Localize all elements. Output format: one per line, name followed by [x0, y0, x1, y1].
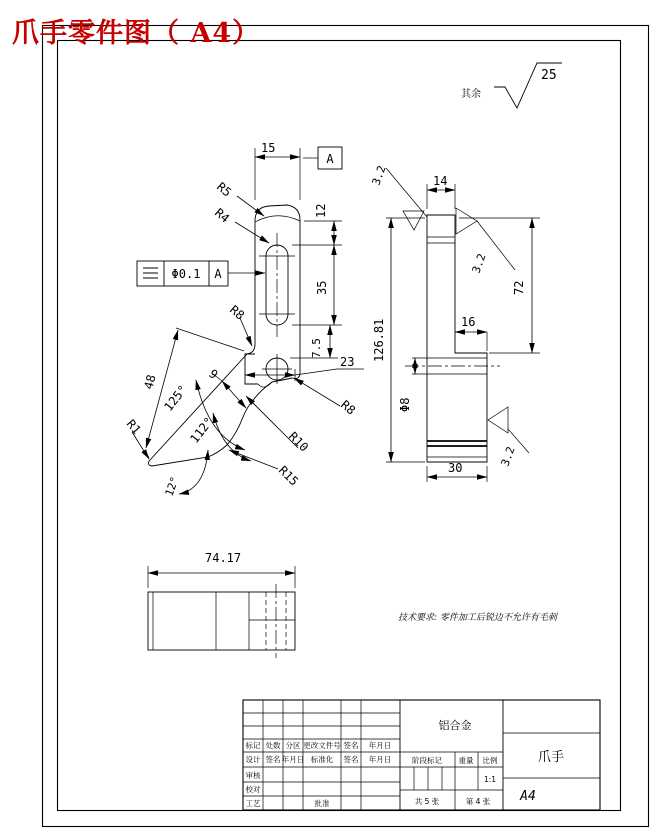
dim-72: 72	[512, 280, 526, 295]
tb-qianming3: 签名	[343, 755, 359, 764]
tb-chushu: 处数	[265, 741, 281, 750]
drawing-title: 爪手零件图（ A4）	[12, 18, 261, 49]
tb-riqi: 年月日	[368, 741, 392, 750]
dim-48: 48	[141, 373, 159, 391]
dim-14: 14	[433, 174, 448, 188]
tb-gongyi: 工艺	[245, 799, 261, 808]
dim-angle-12: 12°	[162, 474, 182, 499]
tb-zhongliang: 重量	[458, 756, 474, 765]
tb-pizhun: 批准	[314, 799, 330, 808]
roughness-right-lower-value: 3.2	[498, 444, 518, 469]
roughness-value: 25	[541, 68, 557, 83]
dim-30: 30	[448, 461, 463, 475]
datum-a-flag: A	[326, 152, 334, 166]
tb-riqi2: 年月日	[281, 755, 305, 764]
roughness-right-upper-value: 3.2	[469, 251, 489, 276]
tb-material: 铝合金	[438, 719, 472, 732]
radius-r8-bottom: R8	[338, 397, 359, 418]
fcf-datum: A	[214, 267, 222, 281]
radius-r4: R4	[212, 205, 233, 226]
dim-35: 35	[315, 280, 329, 295]
radius-r8-top: R8	[227, 302, 248, 323]
technical-note: 技术要求: 零件加工后锐边不允许有毛刺	[398, 613, 557, 623]
roughness-left-value: 3.2	[369, 163, 389, 188]
tb-qianming2: 签名	[265, 755, 281, 764]
radius-r10: R10	[285, 429, 312, 455]
dim-9: 9	[206, 366, 221, 382]
roughness-mark-right-lower	[488, 407, 529, 468]
dim-126-81: 126.81	[372, 318, 386, 362]
tb-sheet-size: A4	[520, 789, 536, 804]
tb-biaozhunhua: 标准化	[310, 755, 334, 764]
dim-phi8: Φ8	[398, 397, 412, 412]
general-roughness-note	[461, 63, 562, 108]
tb-jiaodui: 校对	[245, 785, 261, 794]
tb-sheet-no: 第 4 张	[465, 797, 491, 806]
tb-biaoji: 标记	[245, 741, 261, 750]
tb-jieduan: 阶段标记	[412, 756, 442, 765]
symmetry-symbol-icon	[143, 268, 158, 278]
radius-r5: R5	[214, 179, 235, 200]
tb-genggai: 更改文件号	[303, 741, 341, 750]
tb-scale-value: 1:1	[483, 775, 497, 784]
feature-control-frame	[137, 261, 265, 286]
tb-sheet-total: 共 5 张	[414, 797, 440, 806]
tb-bili: 比例	[482, 756, 498, 765]
fcf-tolerance: Φ0.1	[171, 267, 201, 281]
tb-part-name: 爪手	[537, 750, 565, 765]
roughness-mark-left	[370, 164, 427, 230]
dim-23: 23	[340, 355, 355, 369]
tb-qianming: 签名	[343, 741, 359, 750]
dim-16: 16	[461, 315, 476, 329]
bottom-view-geometry	[148, 584, 295, 658]
front-view-dimensions	[124, 141, 364, 498]
tb-shenhe: 审核	[245, 771, 261, 780]
dim-15: 15	[261, 141, 276, 155]
radius-r15: R15	[275, 463, 302, 489]
dim-12: 12	[314, 203, 328, 218]
dim-74-17: 74.17	[205, 551, 242, 565]
tb-fenqu: 分区	[285, 741, 301, 750]
dim-angle-112: 112°	[187, 414, 217, 446]
side-view-geometry	[405, 215, 500, 462]
bottom-view-dimensions	[148, 551, 295, 588]
dim-angle-125: 125°	[161, 382, 191, 414]
tb-sheji: 设计	[245, 755, 261, 764]
roughness-rest-label: 其余	[461, 89, 481, 100]
dim-7-5: 7.5	[310, 338, 323, 358]
title-block	[243, 700, 600, 810]
radius-r1: R1	[123, 416, 144, 438]
tb-riqi3: 年月日	[368, 755, 392, 764]
